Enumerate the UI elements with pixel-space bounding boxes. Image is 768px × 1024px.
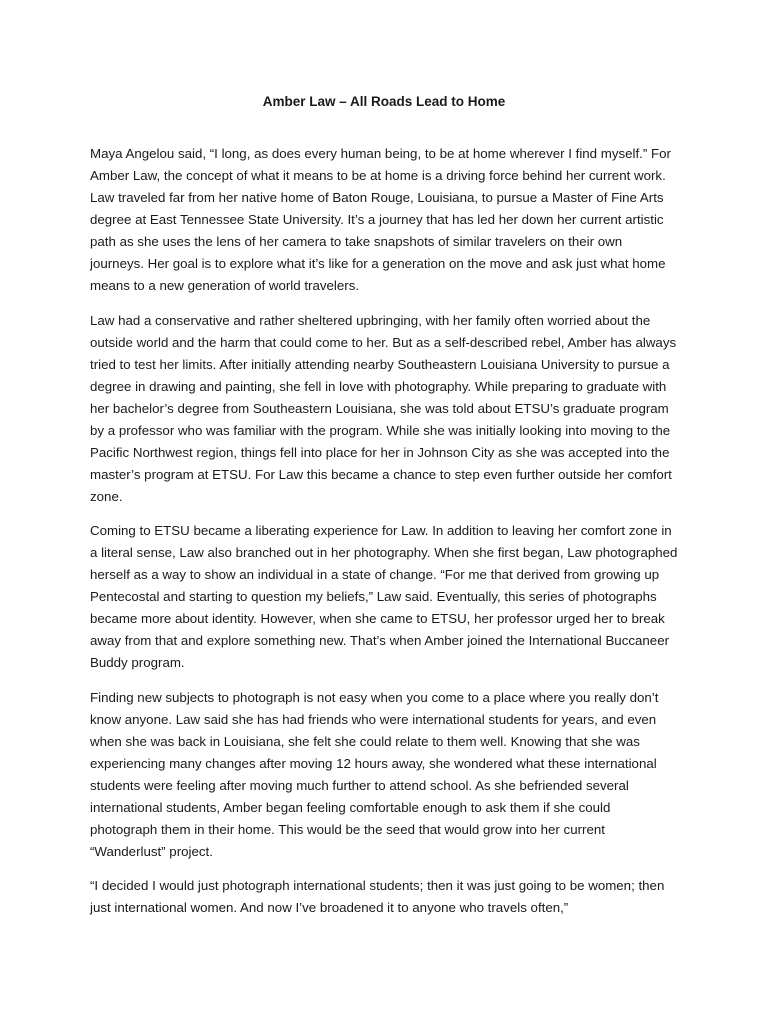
document-body	[90, 143, 678, 932]
paragraph: Coming to ETSU became a liberating experience for Law. In addition to leaving her comfort zone in a literal sense, Law also branched out in her photography. When she first began, Law photographed herself as a way to show an individual in a state of change. “For me that derived from growing up Pentecostal and starting to question my beliefs,” Law said. Eventually, this series of photographs became more about identity. However, when she came to ETSU, her professor urged her to break away from that and explore something new. That’s when Amber joined the International Buccaneer Buddy program.	[90, 523, 678, 670]
paragraph: Finding new subjects to photograph is not easy when you come to a place where you really don’t know anyone. Law said she has had friends who were international students for years, and even when she was back in Louisiana, she felt she could relate to them well. Knowing that she was experiencing many changes after moving 12 hours away, she wondered what these international students were feeling after moving much further to attend school. As she befriended several international students, Amber began feeling comfortable enough to ask them if she could photograph them in their home. This would be the seed that would grow into her current “Wanderlust” project.	[90, 689, 659, 859]
paragraph: “I decided I would just photograph international students; then it was just going to be women; then just international women. And now I’ve broadened it to anyone who travels often,”	[90, 878, 665, 915]
paragraph: Law had a conservative and rather sheltered upbringing, with her family often worried about the outside world and the harm that could come to her. But as a self-described rebel, Amber has always tried to test her limits. After initially attending nearby Southeastern Louisiana University to pursue a degree in drawing and painting, she fell in love with photography. While preparing to graduate with her bachelor’s degree from Southeastern Louisiana, she was told about ETSU’s graduate program by a professor who was familiar with the program. While she was initially looking into moving to the Pacific Northwest region, things fell into place for her in Johnson City as she was accepted into the master’s program at ETSU. For Law this became a chance to step even further outside her comfort zone.	[90, 312, 677, 504]
document-title: Amber Law – All Roads Lead to Home	[262, 94, 506, 109]
paragraph: Maya Angelou said, “I long, as does every human being, to be at home wherever I find myself.” For Amber Law, the concept of what it means to be at home is a driving force behind her current work. Law traveled far from her native home of Baton Rouge, Louisiana, to pursue a Master of Fine Arts degree at East Tennessee State University. It’s a journey that has led her down her current artistic path as she uses the lens of her camera to take snapshots of similar travelers on their own journeys. Her goal is to explore what it’s like for a generation on the move and ask just what home means to a new generation of world travelers.	[90, 146, 671, 293]
